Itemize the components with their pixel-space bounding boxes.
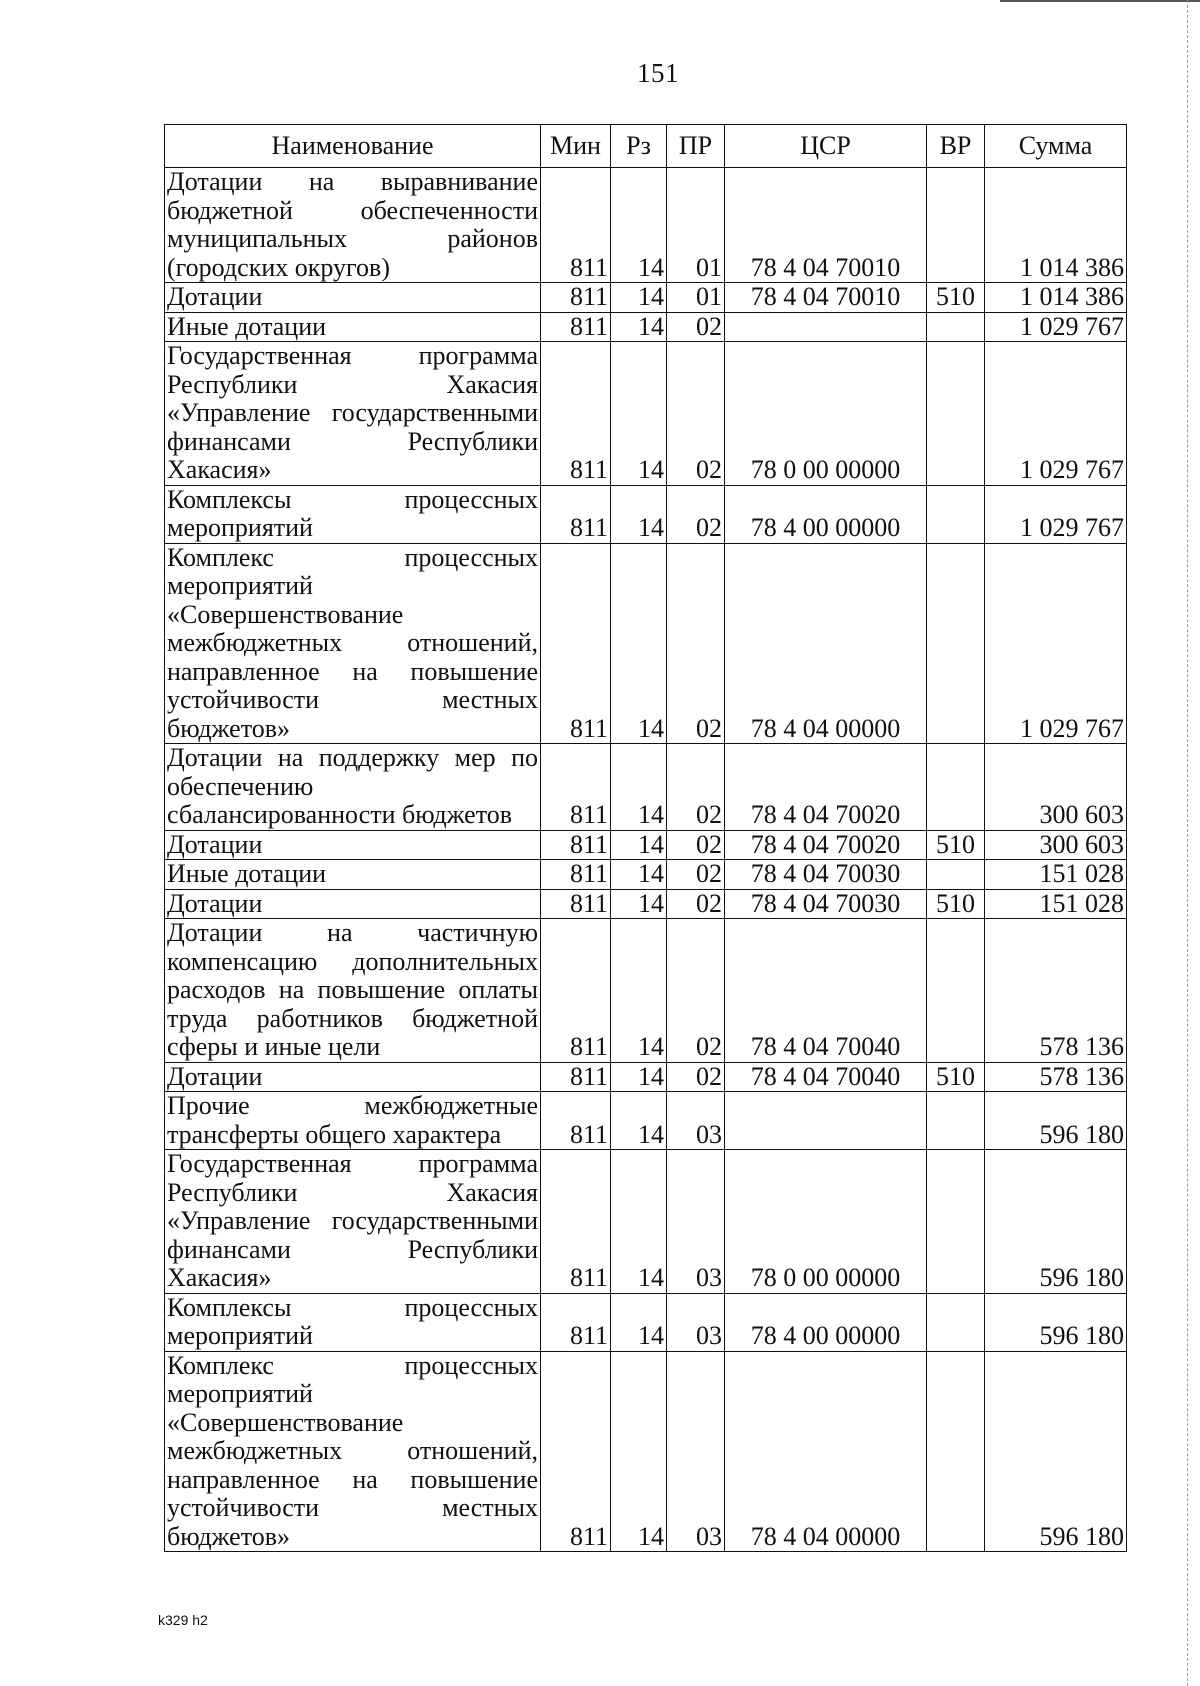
row-min: 811 — [541, 1293, 611, 1351]
scan-edge-top — [1000, 0, 1200, 2]
table-row — [165, 1092, 1127, 1150]
row-name: Государственная программа Республики Хакасия «Управление государственными финансами Республики Хакасия» — [165, 342, 541, 486]
row-pr: 02 — [667, 485, 725, 543]
row-csr: 78 0 00 00000 — [725, 342, 927, 486]
table-row — [165, 312, 1127, 342]
row-min: 811 — [541, 168, 611, 283]
table-header-row — [165, 125, 1127, 168]
row-pr: 02 — [667, 919, 725, 1063]
budget-table — [164, 124, 1127, 1552]
row-sum: 596 180 — [985, 1092, 1127, 1150]
row-csr: 78 4 04 70020 — [725, 744, 927, 831]
row-vr — [927, 342, 985, 486]
row-vr — [927, 543, 985, 744]
row-csr: 78 4 04 70030 — [725, 889, 927, 919]
row-vr: 510 — [927, 1062, 985, 1092]
row-sum: 578 136 — [985, 1062, 1127, 1092]
row-rz: 14 — [611, 1150, 667, 1294]
row-name: Дотации — [165, 1062, 541, 1092]
row-min: 811 — [541, 342, 611, 486]
row-rz: 14 — [611, 342, 667, 486]
row-name: Государственная программа Республики Хакасия «Управление государственными финансами Республики Хакасия» — [165, 1150, 541, 1294]
row-min: 811 — [541, 312, 611, 342]
row-csr: 78 4 00 00000 — [725, 485, 927, 543]
row-name: Комплексы процессных мероприятий — [165, 1293, 541, 1351]
page-number: 151 — [637, 58, 679, 88]
row-csr: 78 4 04 70010 — [725, 283, 927, 313]
footer-code: k329 h2 — [158, 1612, 208, 1628]
row-sum: 1 029 767 — [985, 312, 1127, 342]
row-vr — [927, 1351, 985, 1552]
row-sum: 151 028 — [985, 889, 1127, 919]
row-vr — [927, 312, 985, 342]
table-row — [165, 919, 1127, 1063]
row-sum: 300 603 — [985, 744, 1127, 831]
row-rz: 14 — [611, 1293, 667, 1351]
table-row — [165, 543, 1127, 744]
row-csr: 78 4 00 00000 — [725, 1293, 927, 1351]
row-sum: 596 180 — [985, 1293, 1127, 1351]
row-csr: 78 4 04 00000 — [725, 543, 927, 744]
row-pr: 02 — [667, 830, 725, 860]
row-vr: 510 — [927, 283, 985, 313]
row-pr: 02 — [667, 860, 725, 890]
row-sum: 1 014 386 — [985, 168, 1127, 283]
row-rz: 14 — [611, 485, 667, 543]
row-csr — [725, 312, 927, 342]
row-csr: 78 4 04 70010 — [725, 168, 927, 283]
row-pr: 03 — [667, 1293, 725, 1351]
row-csr: 78 4 04 70040 — [725, 1062, 927, 1092]
row-rz: 14 — [611, 889, 667, 919]
table-row — [165, 1062, 1127, 1092]
row-min: 811 — [541, 860, 611, 890]
row-name: Комплекс процессных мероприятий «Совершенствование межбюджетных отношений, направленное на повышение устойчивости местных бюджетов» — [165, 543, 541, 744]
row-rz: 14 — [611, 919, 667, 1063]
row-min: 811 — [541, 485, 611, 543]
row-pr: 02 — [667, 312, 725, 342]
row-min: 811 — [541, 744, 611, 831]
table-row — [165, 1150, 1127, 1294]
row-sum: 1 029 767 — [985, 543, 1127, 744]
row-csr: 78 0 00 00000 — [725, 1150, 927, 1294]
header-vr: ВР — [927, 125, 985, 168]
row-pr: 02 — [667, 1062, 725, 1092]
table-row — [165, 889, 1127, 919]
row-pr: 02 — [667, 744, 725, 831]
row-pr: 02 — [667, 889, 725, 919]
row-min: 811 — [541, 1092, 611, 1150]
row-sum: 596 180 — [985, 1351, 1127, 1552]
row-vr — [927, 860, 985, 890]
row-name: Иные дотации — [165, 860, 541, 890]
row-csr: 78 4 04 70040 — [725, 919, 927, 1063]
row-min: 811 — [541, 830, 611, 860]
row-csr: 78 4 04 00000 — [725, 1351, 927, 1552]
row-sum: 1 029 767 — [985, 342, 1127, 486]
row-vr — [927, 1092, 985, 1150]
header-name: Наименование — [165, 125, 541, 168]
header-sum: Сумма — [985, 125, 1127, 168]
row-name: Дотации на частичную компенсацию дополнительных расходов на повышение оплаты труда работников бюджетной сферы и иные цели — [165, 919, 541, 1063]
row-name: Комплекс процессных мероприятий «Совершенствование межбюджетных отношений, направленное на повышение устойчивости местных бюджетов» — [165, 1351, 541, 1552]
row-csr — [725, 1092, 927, 1150]
row-rz: 14 — [611, 168, 667, 283]
header-csr: ЦСР — [725, 125, 927, 168]
row-pr: 02 — [667, 543, 725, 744]
table-row — [165, 485, 1127, 543]
row-rz: 14 — [611, 830, 667, 860]
row-pr: 02 — [667, 342, 725, 486]
row-vr — [927, 485, 985, 543]
row-min: 811 — [541, 1062, 611, 1092]
row-min: 811 — [541, 543, 611, 744]
row-pr: 01 — [667, 283, 725, 313]
row-name: Дотации на поддержку мер по обеспечению сбалансированности бюджетов — [165, 744, 541, 831]
row-name: Дотации на выравнивание бюджетной обеспеченности муниципальных районов (городских округов) — [165, 168, 541, 283]
row-min: 811 — [541, 919, 611, 1063]
row-min: 811 — [541, 1150, 611, 1294]
row-rz: 14 — [611, 283, 667, 313]
row-min: 811 — [541, 283, 611, 313]
table-row — [165, 342, 1127, 486]
row-vr: 510 — [927, 830, 985, 860]
row-vr — [927, 1150, 985, 1294]
table-row — [165, 1293, 1127, 1351]
row-rz: 14 — [611, 1351, 667, 1552]
table-row — [165, 168, 1127, 283]
row-vr — [927, 919, 985, 1063]
row-min: 811 — [541, 1351, 611, 1552]
row-name: Прочие межбюджетные трансферты общего характера — [165, 1092, 541, 1150]
table-row — [165, 744, 1127, 831]
row-name: Иные дотации — [165, 312, 541, 342]
table-row — [165, 860, 1127, 890]
row-vr — [927, 168, 985, 283]
row-csr: 78 4 04 70020 — [725, 830, 927, 860]
row-sum: 1 014 386 — [985, 283, 1127, 313]
row-name: Дотации — [165, 889, 541, 919]
row-vr: 510 — [927, 889, 985, 919]
table-row — [165, 830, 1127, 860]
row-vr — [927, 1293, 985, 1351]
row-rz: 14 — [611, 1092, 667, 1150]
table-row — [165, 1351, 1127, 1552]
row-name: Дотации — [165, 830, 541, 860]
row-sum: 151 028 — [985, 860, 1127, 890]
row-min: 811 — [541, 889, 611, 919]
header-min: Мин — [541, 125, 611, 168]
row-name: Дотации — [165, 283, 541, 313]
row-csr: 78 4 04 70030 — [725, 860, 927, 890]
row-pr: 03 — [667, 1150, 725, 1294]
row-pr: 01 — [667, 168, 725, 283]
row-rz: 14 — [611, 312, 667, 342]
table-row — [165, 283, 1127, 313]
row-rz: 14 — [611, 744, 667, 831]
row-sum: 596 180 — [985, 1150, 1127, 1294]
row-sum: 578 136 — [985, 919, 1127, 1063]
row-name: Комплексы процессных мероприятий — [165, 485, 541, 543]
row-vr — [927, 744, 985, 831]
row-sum: 300 603 — [985, 830, 1127, 860]
row-sum: 1 029 767 — [985, 485, 1127, 543]
scan-edge-right — [1186, 0, 1188, 1686]
row-pr: 03 — [667, 1351, 725, 1552]
row-rz: 14 — [611, 860, 667, 890]
row-rz: 14 — [611, 543, 667, 744]
header-pr: ПР — [667, 125, 725, 168]
row-rz: 14 — [611, 1062, 667, 1092]
row-pr: 03 — [667, 1092, 725, 1150]
header-rz: Рз — [611, 125, 667, 168]
